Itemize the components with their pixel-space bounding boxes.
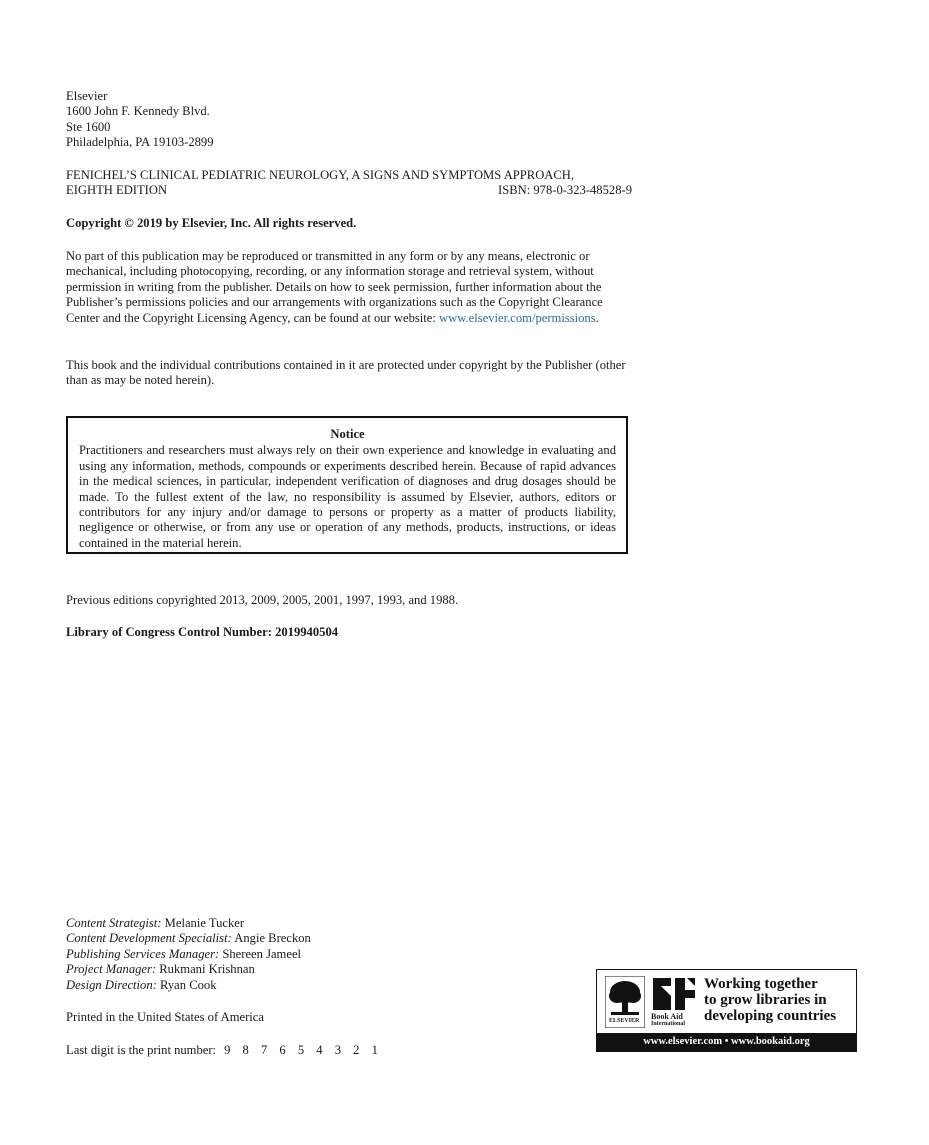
credit-name: Melanie Tucker [164, 916, 245, 930]
credit-row [66, 931, 311, 946]
credit-name: Ryan Cook [159, 977, 217, 992]
tagline-line: Working together [704, 976, 818, 992]
credit-row [66, 978, 311, 993]
address-line: Philadelphia, PA 19103-2899 [66, 135, 214, 150]
credit-name: Rukmani Krishnan [159, 962, 255, 977]
credit-role: Content Development Specialist: [66, 931, 232, 946]
permissions-link[interactable]: www.elsevier.com/permissions [439, 310, 596, 325]
book-title-block [66, 168, 632, 199]
book-aid-badge [596, 969, 857, 1052]
protection-paragraph: This book and the individual contributions contained in it are protected under copyright by the Publisher (other than as may be noted herein). [66, 358, 626, 388]
lccn: Library of Congress Control Number: 2019940504 [66, 625, 339, 639]
credit-name: Shereen Jameel [222, 946, 302, 961]
address-line: 1600 John F. Kennedy Blvd. [66, 104, 210, 119]
print-number-line [66, 1043, 378, 1058]
book-aid-icon [651, 976, 697, 1014]
permissions-paragraph [66, 249, 632, 326]
book-aid-logo-text: Book Aid [651, 1012, 683, 1021]
notice-box [66, 416, 628, 554]
address-line: Ste 1600 [66, 119, 111, 134]
badge-tagline [704, 976, 854, 1024]
notice-body: Practitioners and researchers must always rely on their own experience and knowledge in evaluating and using any information, methods, compounds or experiments described herein. Because of rapid advances in the medical sciences, in particular, independent verification of diagnoses and drug dosages should be made. To the fullest extent of the law, no responsibility is assumed by Elsevier, authors, editors or contributors for any injury and/or damage to persons or property as a matter of products liability, negligence or otherwise, or from any use or operation of any methods, products, instructions, or ideas contained in the material herein. [79, 443, 616, 550]
credit-role: Content Strategist: [66, 916, 162, 930]
elsevier-logo-text: ELSEVIER [609, 1018, 640, 1024]
badge-urls: www.elsevier.com • www.bookaid.org [597, 1033, 856, 1051]
print-number-label: Last digit is the print number: [66, 1043, 217, 1057]
copyright-statement: Copyright © 2019 by Elsevier, Inc. All rights reserved. [66, 216, 357, 230]
permissions-text: No part of this publication may be reproduced or transmitted in any form or by any means, electronic or mechanical, including photocopying, recording, or any information storage and retrieval system, without permission in writing from the publisher. Details on how to seek permission, further information about the Publisher’s permissions policies and our arrangements with organizations such as the Copyright Clearance Center and the Copyright Licensing Agency, can be found at our website: [66, 249, 603, 325]
credit-role: Design Direction: [66, 977, 157, 992]
credit-row [66, 916, 311, 931]
book-aid-logo-subtext: International [651, 1021, 686, 1027]
permissions-end: . [595, 310, 599, 325]
credit-name: Angie Breckon [234, 931, 311, 946]
address-line: Elsevier [66, 89, 108, 103]
book-aid-logo [651, 976, 697, 1028]
book-edition: EIGHTH EDITION [66, 183, 168, 198]
credits-list [66, 916, 311, 993]
publisher-address [66, 89, 632, 151]
credit-role: Project Manager: [66, 962, 157, 977]
credit-row [66, 947, 311, 962]
credit-row [66, 962, 311, 977]
previous-editions: Previous editions copyrighted 2013, 2009, 2005, 2001, 1997, 1993, and 1988. [66, 593, 459, 607]
notice-title: Notice [330, 427, 365, 441]
tagline-line: developing countries [704, 1008, 837, 1024]
print-number-digits: 9 8 7 6 5 4 3 2 1 [224, 1043, 378, 1057]
isbn: ISBN: 978-0-323-48528-9 [498, 183, 632, 198]
book-title: FENICHEL’S CLINICAL PEDIATRIC NEUROLOGY, A SIGNS AND SYMPTOMS APPROACH, [66, 168, 575, 182]
credit-role: Publishing Services Manager: [66, 946, 220, 961]
tagline-line: to grow libraries in [704, 992, 827, 1008]
printed-in: Printed in the United States of America [66, 1010, 264, 1024]
elsevier-tree-logo [605, 976, 645, 1028]
